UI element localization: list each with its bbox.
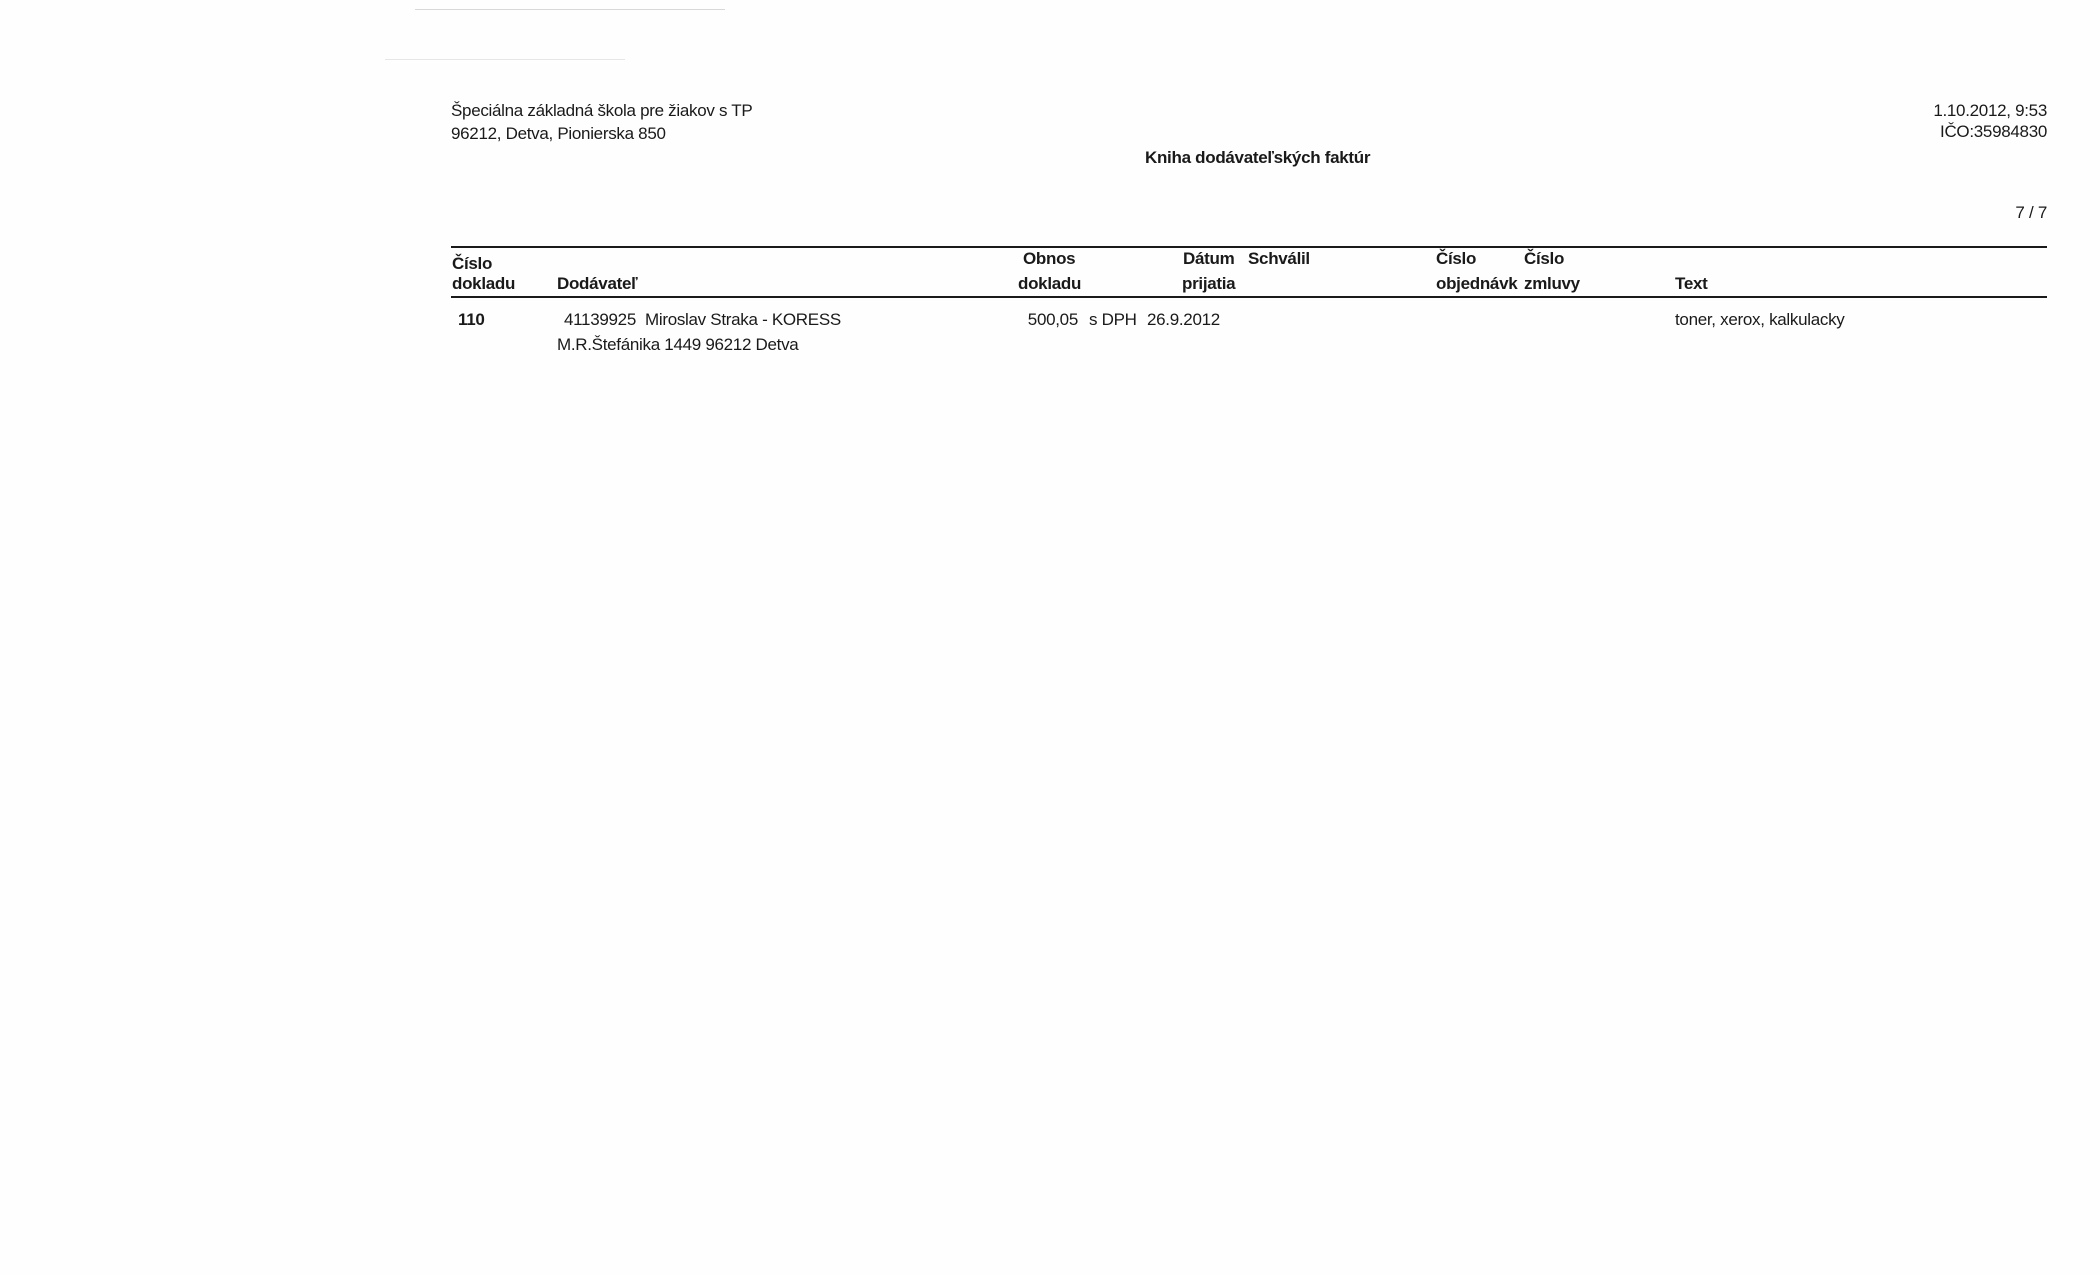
row-supplier-address: M.R.Štefánika 1449 96212 Detva	[557, 335, 799, 354]
column-header-date-line1: Dátum	[1183, 249, 1235, 268]
table-header-bottom-rule	[451, 296, 2047, 298]
page-number: 7 / 7	[2015, 203, 2047, 222]
row-doc-number: 110	[458, 310, 485, 329]
row-text: toner, xerox, kalkulacky	[1675, 310, 1845, 329]
scan-artifact-line	[415, 9, 725, 10]
column-header-amount-line2: dokladu	[1018, 274, 1082, 293]
column-header-amount-line1: Obnos	[1023, 249, 1076, 268]
scan-artifact-line	[385, 59, 625, 60]
print-datetime: 1.10.2012, 9:53	[1933, 101, 2047, 120]
row-amount: 500,05	[1027, 310, 1078, 329]
row-supplier-name: Miroslav Straka - KORESS	[645, 310, 841, 329]
row-date-received: 26.9.2012	[1147, 310, 1220, 329]
organization-address: 96212, Detva, Pionierska 850	[451, 124, 666, 143]
column-header-doc-number-line2: dokladu	[452, 274, 516, 293]
row-vat-label: s DPH	[1089, 310, 1137, 329]
column-header-date-line2: prijatia	[1182, 274, 1236, 293]
table-header-top-rule	[451, 246, 2047, 248]
column-header-text: Text	[1675, 274, 1708, 293]
column-header-supplier: Dodávateľ	[557, 274, 638, 293]
column-header-contract-number-line1: Číslo	[1524, 249, 1565, 268]
column-header-order-number-line1: Číslo	[1436, 249, 1477, 268]
column-header-approved-by: Schválil	[1248, 249, 1310, 268]
organization-name: Špeciálna základná škola pre žiakov s TP	[451, 101, 753, 120]
column-header-doc-number-line1: Číslo	[452, 254, 493, 273]
column-header-contract-number-line2: zmluvy	[1524, 274, 1580, 293]
row-supplier-ico: 41139925	[564, 310, 636, 329]
column-header-order-number-line2: objednávk	[1436, 274, 1518, 293]
organization-ico: IČO:35984830	[1940, 122, 2047, 141]
document-title: Kniha dodávateľských faktúr	[1145, 148, 1371, 167]
